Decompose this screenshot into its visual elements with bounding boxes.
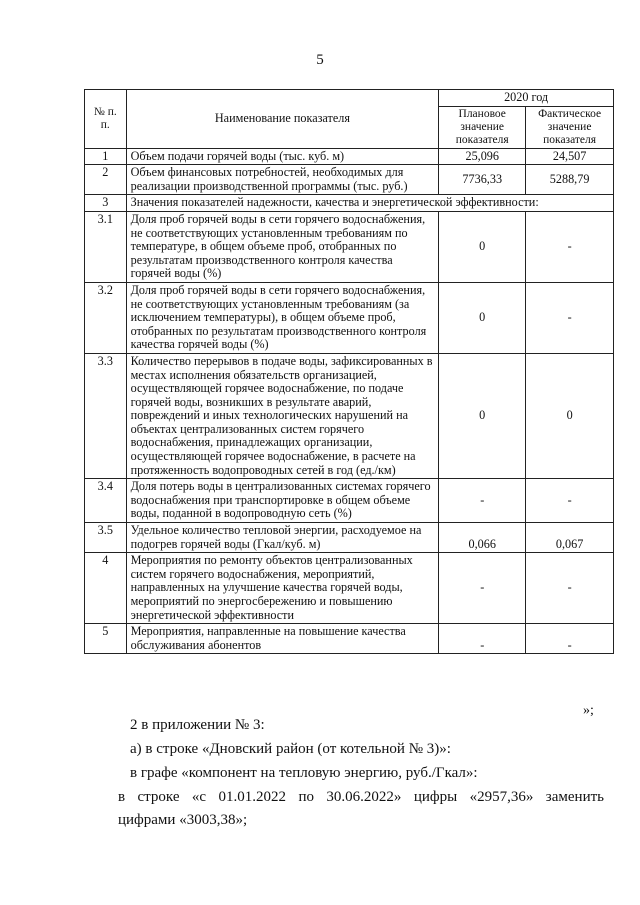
row-fact: 5288,79: [526, 165, 614, 195]
row-name: Доля проб горячей воды в сети горячего водоснабжения, не соответствующих установленным требованиям (за исключением температуры), в общем объеме проб, отобранных по результатам производственного контроля качества горячей воды (%): [126, 282, 439, 353]
table-row: [85, 165, 614, 195]
row-name: Мероприятия по ремонту объектов централизованных систем горячего водоснабжения, мероприятий, направленных на улучшение качества горячей воды, мероприятий по энергосбережению и повышению энергетической эффективности: [126, 553, 439, 624]
table-row: [85, 282, 614, 353]
row-fact: -: [526, 624, 614, 654]
row-fact: 0,067: [526, 523, 614, 553]
row-num: 3.2: [85, 282, 127, 353]
row-fact: -: [526, 553, 614, 624]
table-row: [85, 211, 614, 282]
table-header-row: [85, 90, 614, 107]
row-plan: 0: [439, 282, 526, 353]
closing-quote: »;: [583, 703, 594, 718]
header-num: № п. п.: [85, 90, 127, 149]
header-plan: Плановое значение показателя: [439, 106, 526, 148]
table-row: [85, 148, 614, 165]
row-plan: 25,096: [439, 148, 526, 165]
paragraph: цифрами «3003,38»;: [118, 812, 248, 828]
table-row: [85, 523, 614, 553]
indicators-table: [84, 89, 614, 654]
table-row: [85, 353, 614, 478]
paragraph: а) в строке «Дновский район (от котельной № 3)»:: [130, 741, 451, 757]
row-plan: -: [439, 624, 526, 654]
header-name: Наименование показателя: [126, 90, 439, 149]
row-name: Объем финансовых потребностей, необходимых для реализации производственной программы (тыс. руб.): [126, 165, 439, 195]
row-num: 4: [85, 553, 127, 624]
row-name: Мероприятия, направленные на повышение качества обслуживания абонентов: [126, 624, 439, 654]
row-num: 3.5: [85, 523, 127, 553]
row-num: 3.1: [85, 211, 127, 282]
table-row: [85, 624, 614, 654]
row-name: Удельное количество тепловой энергии, расходуемое на подогрев горячей воды (Гкал/куб. м): [126, 523, 439, 553]
row-name: Количество перерывов в подаче воды, зафиксированных в местах исполнения обязательств организацией, осуществляющей горячее водоснабжение, по подаче горячей воды, возникших в результате аварий, повреждений и иных технологических нарушений на объектах централизованных систем горячего водоснабжения, принадлежащих организации, осуществляющей горячее водоснабжение, в расчете на протяженность водопроводных сетей в год (ед./км): [126, 353, 439, 478]
row-fact: -: [526, 479, 614, 523]
paragraph: в графе «компонент на тепловую энергию, руб./Гкал»:: [130, 765, 478, 781]
row-num: 3: [85, 195, 127, 212]
row-name: Доля проб горячей воды в сети горячего водоснабжения, не соответствующих установленным требованиям по температуре, в общем объеме проб, отобранных по результатам производственного контроля качества горячей воды (%): [126, 211, 439, 282]
header-year: 2020 год: [439, 90, 614, 107]
row-name: Доля потерь воды в централизованных системах горячего водоснабжения при транспортировке в общем объеме воды, поданной в водопроводную сеть (%): [126, 479, 439, 523]
row-num: 3.4: [85, 479, 127, 523]
row-num: 5: [85, 624, 127, 654]
row-num: 2: [85, 165, 127, 195]
row-name: Объем подачи горячей воды (тыс. куб. м): [126, 148, 439, 165]
row-num: 1: [85, 148, 127, 165]
row-fact: 0: [526, 353, 614, 478]
row-plan: 0,066: [439, 523, 526, 553]
row-fact: 24,507: [526, 148, 614, 165]
table-row: [85, 479, 614, 523]
table-row: [85, 195, 614, 212]
row-plan: 7736,33: [439, 165, 526, 195]
row-plan: 0: [439, 353, 526, 478]
row-plan: 0: [439, 211, 526, 282]
header-fact: Фактическое значение показателя: [526, 106, 614, 148]
row-fact: -: [526, 282, 614, 353]
row-plan: -: [439, 479, 526, 523]
page-number: 5: [316, 52, 324, 68]
row-fact: -: [526, 211, 614, 282]
row-num: 3.3: [85, 353, 127, 478]
table-row: [85, 553, 614, 624]
paragraph: 2 в приложении № 3:: [130, 717, 265, 733]
row-plan: -: [439, 553, 526, 624]
paragraph: в строке «с 01.01.2022 по 30.06.2022» цифры «2957,36» заменить: [118, 789, 604, 805]
row-name: Значения показателей надежности, качества и энергетической эффективности:: [126, 195, 613, 212]
